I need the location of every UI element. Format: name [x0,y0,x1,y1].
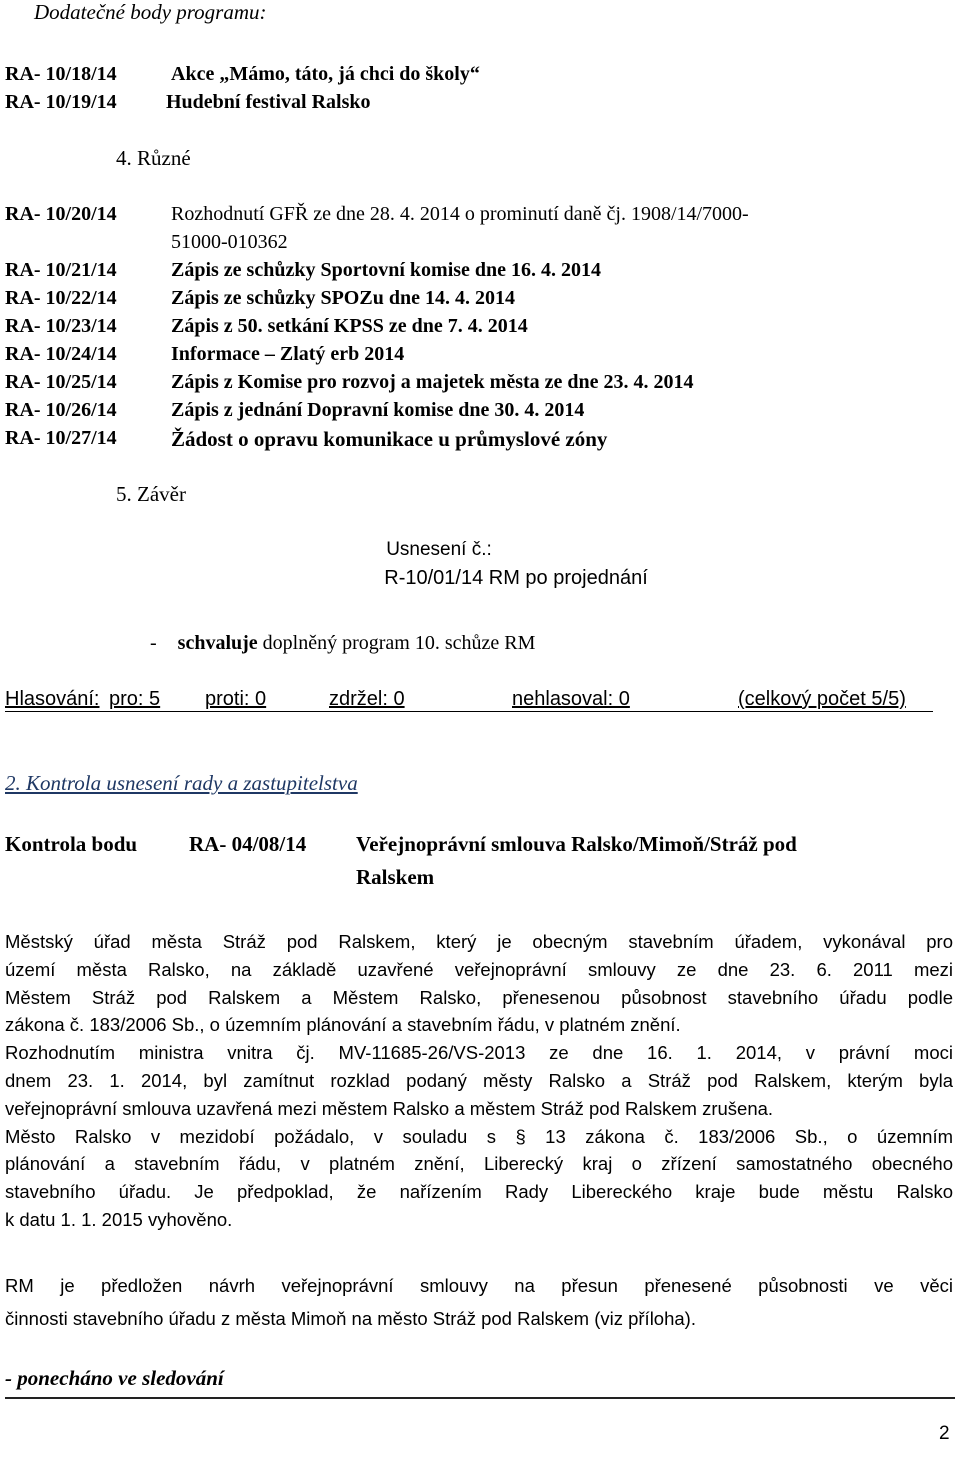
agenda-code: RA- 10/27/14 [5,427,117,449]
control-title-continued: Ralskem [356,865,435,889]
proposal-paragraph [5,1269,953,1335]
vote-label: Hlasování: [5,688,100,710]
text-line: území města Ralsko, na základě uzavřené veřejnoprávní smlouvy ze dne 23. 6. 2011 mezi [5,958,953,980]
agenda-title: Zápis z Komise pro rozvoj a majetek města ze dne 23. 4. 2014 [171,371,694,393]
agenda-title: Rozhodnutí GFŘ ze dne 28. 4. 2014 o prominutí daně čj. 1908/14/7000- [171,203,749,225]
resolution-verb: schvaluje [177,632,258,654]
agenda-code: RA- 10/25/14 [5,371,117,393]
vote-total: (celkový počet 5/5) [738,688,906,710]
resolution-text: doplněný program 10. schůze RM [262,632,536,654]
section-4-heading: 4. Různé [116,146,191,170]
text-line: plánování a stavebním řádu, v platném znění, Liberecký kraj o zřízení samostatného obecného [5,1153,953,1175]
page-number: 2 [939,1423,950,1444]
resolution-dash: - [150,632,157,654]
text-line: veřejnoprávní smlouva uzavřená mezi městem Ralsko a městem Stráž pod Ralskem zrušena. [5,1097,774,1119]
agenda-code: RA- 10/19/14 [5,91,117,113]
agenda-title: Zápis ze schůzky Sportovní komise dne 16. 4. 2014 [171,259,602,281]
text-line: RM je předložen návrh veřejnoprávní smlouvy na přesun přenesené působnosti ve věci [5,1275,953,1296]
agenda-title: Zápis z 50. setkání KPSS ze dne 7. 4. 2014 [171,315,528,337]
agenda-title: Akce „Mámo, táto, já chci do školy“ [171,63,480,85]
footer-rule [5,1397,955,1399]
control-label: Kontrola bodu [5,832,138,856]
text-line: Městský úřad města Stráž pod Ralskem, který je obecným stavebním úřadem, vykonával pro [5,931,953,952]
agenda-title-continued: 51000-010362 [171,231,288,253]
agenda-code: RA- 10/18/14 [5,63,117,85]
vote-pro: pro: 5 [109,688,161,710]
agenda-code: RA- 10/21/14 [5,259,117,281]
agenda-title: Zápis ze schůzky SPOZu dne 14. 4. 2014 [171,287,515,309]
explanation-paragraph [5,928,953,1234]
text-line: dnem 23. 1. 2014, byl zamítnut rozklad podaný městy Ralsko a Stráž pod Ralskem, kterým byla [5,1069,953,1091]
text-line: Městem Stráž pod Ralskem a Městem Ralsko, přenesenou působnost stavebního úřadu podle [5,986,953,1008]
text-line: k datu 1. 1. 2015 vyhověno. [5,1208,233,1230]
agenda-code: RA- 10/22/14 [5,287,117,309]
resolution-number: R-10/01/14 RM po projednání [384,567,648,589]
agenda-title: Hudební festival Ralsko [166,91,371,113]
text-line: Město Ralsko v mezidobí požádalo, v souladu s § 13 zákona č. 183/2006 Sb., o územním [5,1125,953,1147]
resolution-heading: Usnesení č.: [386,539,492,560]
agenda-title: Informace – Zlatý erb 2014 [171,343,405,365]
control-title: Veřejnoprávní smlouva Ralsko/Mimoň/Stráž pod [356,832,797,856]
vote-underline [5,711,933,712]
section-2-heading: 2. Kontrola usnesení rady a zastupitelstva [5,771,358,795]
vote-nehlasoval: nehlasoval: 0 [512,688,630,710]
status-note: - ponecháno ve sledování [5,1366,224,1390]
text-line: činnosti stavebního úřadu z města Mimoň na město Stráž pod Ralskem (viz příloha). [5,1308,696,1329]
agenda-title: Zápis z jednání Dopravní komise dne 30. 4. 2014 [171,399,585,421]
agenda-code: RA- 10/26/14 [5,399,117,421]
resolution-item [150,632,535,655]
program-additions-heading: Dodatečné body programu: [34,0,267,24]
text-line: zákona č. 183/2006 Sb., o územním plánování a stavebním řádu, v platném znění. [5,1014,681,1036]
vote-proti: proti: 0 [205,688,267,710]
text-line: Rozhodnutím ministra vnitra čj. MV-11685-26/VS-2013 ze dne 16. 1. 2014, v právní moci [5,1042,953,1064]
agenda-code: RA- 10/24/14 [5,343,117,365]
agenda-code: RA- 10/20/14 [5,203,117,225]
agenda-code: RA- 10/23/14 [5,315,117,337]
control-code: RA- 04/08/14 [189,832,307,856]
section-5-heading: 5. Závěr [116,482,186,506]
vote-zdrzel: zdržel: 0 [329,688,405,710]
text-line: stavebního úřadu. Je předpoklad, že nařízením Rady Libereckého kraje bude městu Ralsko [5,1181,953,1203]
agenda-title: Žádost o opravu komunikace u průmyslové zóny [171,427,608,451]
